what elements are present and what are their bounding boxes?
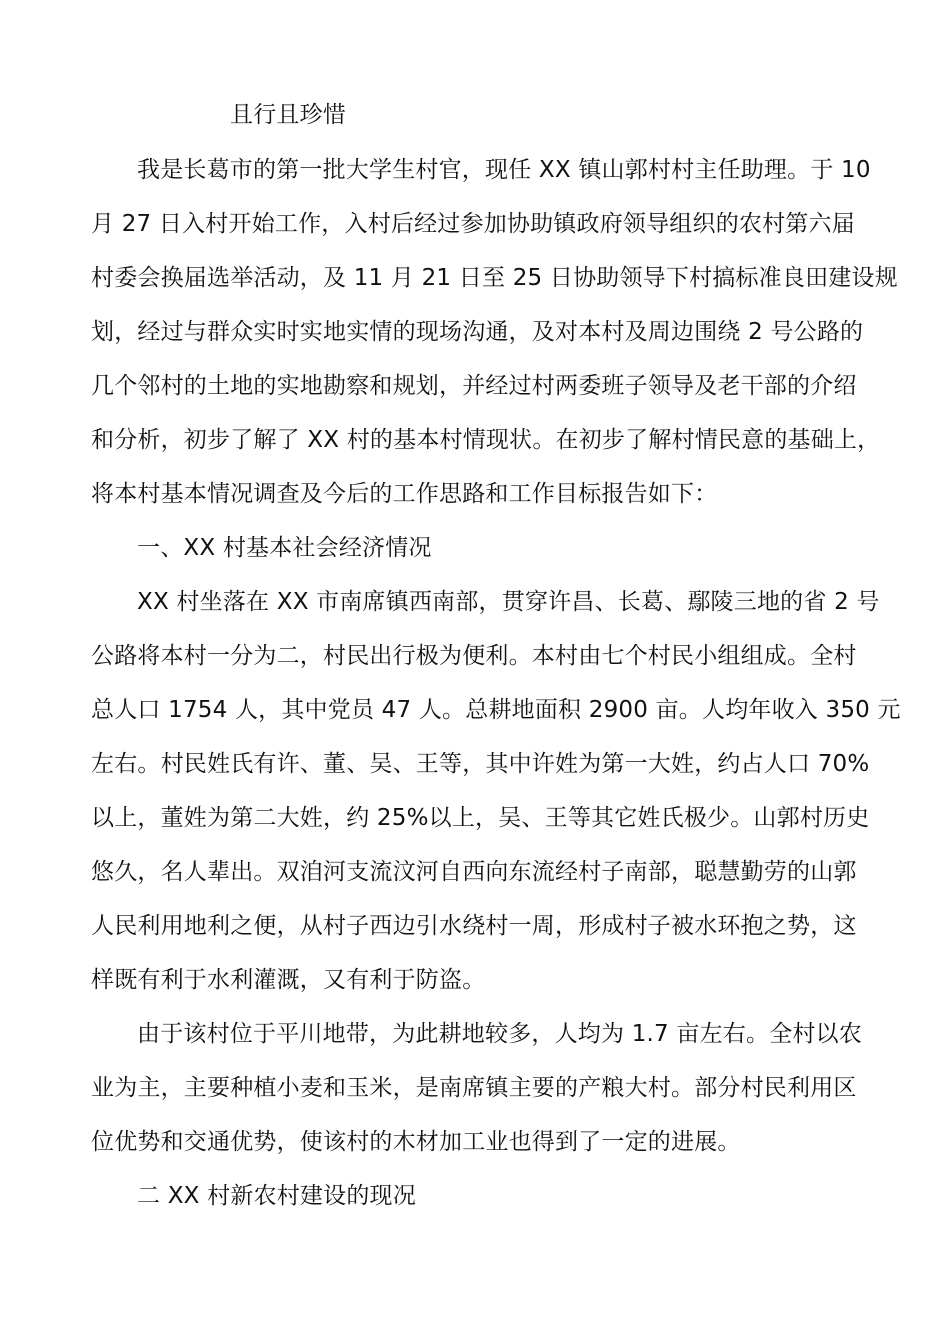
- paragraph-line: 几个邻村的土地的实地勘察和规划，并经过村两委班子领导及老干部的介绍: [91, 373, 857, 399]
- paragraph-line: 月 27 日入村开始工作，入村后经过参加协助镇政府领导组织的农村第六届: [91, 211, 855, 237]
- paragraph-line: 由于该村位于平川地带，为此耕地较多，人均为 1.7 亩左右。全村以农: [137, 1021, 862, 1047]
- paragraph-line: 村委会换届选举活动，及 11 月 21 日至 25 日协助领导下村搞标准良田建设规: [91, 265, 898, 291]
- paragraph-line: 和分析，初步了解了 XX 村的基本村情现状。在初步了解村情民意的基础上，: [91, 427, 881, 453]
- paragraph-line: 样既有利于水利灌溉，又有利于防盗。: [91, 967, 486, 993]
- document-title: 且行且珍惜: [230, 102, 346, 128]
- paragraph-line: 以上，董姓为第二大姓，约 25%以上，吴、王等其它姓氏极少。山郭村历史: [91, 805, 870, 831]
- paragraph-line: 业为主，主要种植小麦和玉米，是南席镇主要的产粮大村。部分村民利用区: [91, 1075, 857, 1101]
- paragraph-line: 公路将本村一分为二，村民出行极为便利。本村由七个村民小组组成。全村: [91, 643, 857, 669]
- paragraph-line: 人民利用地利之便，从村子西边引水绕村一周，形成村子被水环抱之势，这: [91, 913, 857, 939]
- paragraph-line: 总人口 1754 人，其中党员 47 人。总耕地面积 2900 亩。人均年收入 350 元: [91, 697, 901, 723]
- paragraph-line: 将本村基本情况调查及今后的工作思路和工作目标报告如下：: [91, 481, 718, 507]
- paragraph-line: XX 村坐落在 XX 市南席镇西南部，贯穿许昌、长葛、鄢陵三地的省 2 号: [137, 589, 880, 615]
- paragraph-line: 悠久，名人辈出。双洎河支流汶河自西向东流经村子南部，聪慧勤劳的山郭: [91, 859, 857, 885]
- paragraph-line: 左右。村民姓氏有许、董、吴、王等，其中许姓为第一大姓，约占人口 70%: [91, 751, 870, 777]
- paragraph-line: 位优势和交通优势，使该村的木材加工业也得到了一定的进展。: [91, 1129, 741, 1155]
- section-heading: 二 XX 村新农村建设的现况: [137, 1183, 416, 1209]
- paragraph-line: 我是长葛市的第一批大学生村官，现任 XX 镇山郭村村主任助理。于 10: [137, 157, 871, 183]
- section-heading: 一、XX 村基本社会经济情况: [137, 535, 432, 561]
- paragraph-line: 划，经过与群众实时实地实情的现场沟通，及对本村及周边围绕 2 号公路的: [91, 319, 864, 345]
